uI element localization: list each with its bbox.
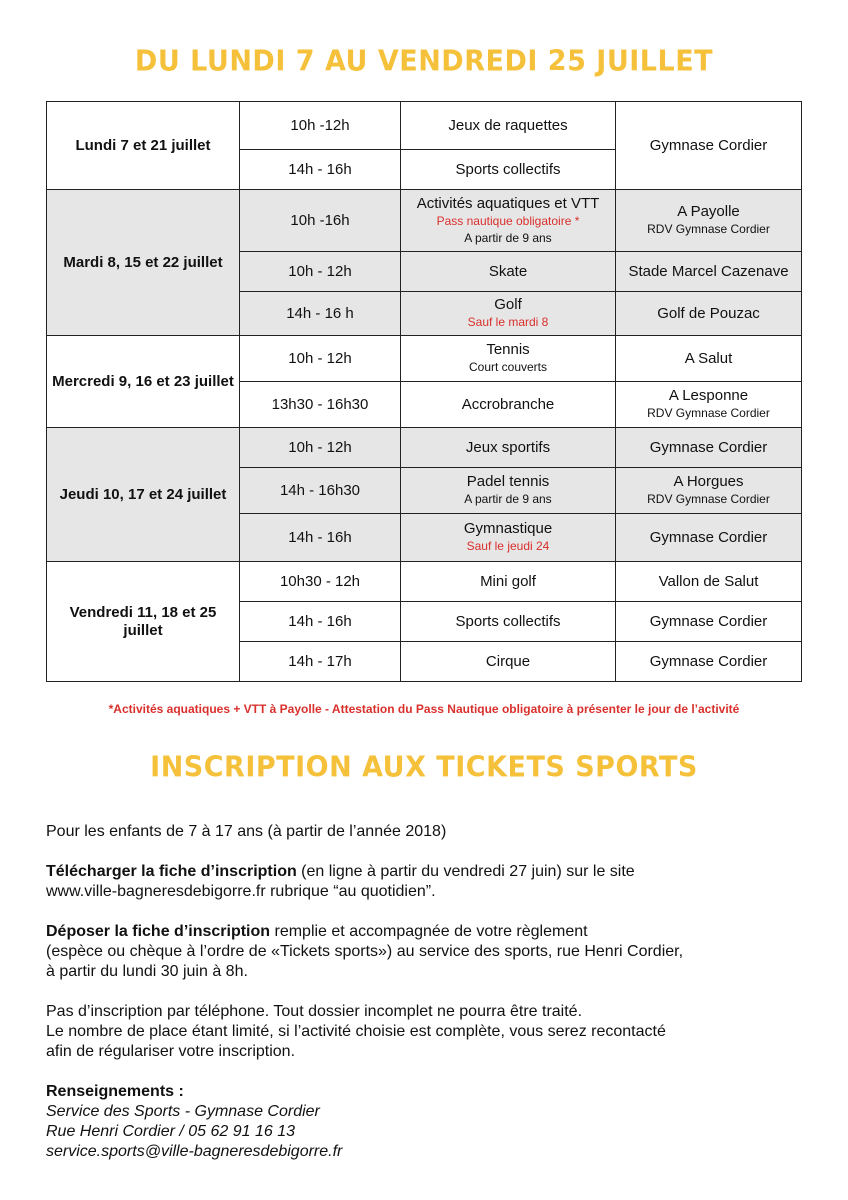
place-cell — [616, 428, 802, 468]
activity-name: Cirque — [485, 652, 531, 670]
age-line: Pour les enfants de 7 à 17 ans (à partir de l’année 2018) — [46, 823, 447, 840]
contact-line1: Service des Sports - Gymnase Cordier — [46, 1103, 320, 1120]
time-cell: 14h - 17h — [240, 642, 401, 682]
time-cell: 10h -16h — [240, 190, 401, 252]
place-name: Vallon de Salut — [658, 572, 759, 590]
place-note: RDV Gymnase Cordier — [647, 406, 770, 421]
place-cell — [616, 562, 802, 602]
day-cell: Vendredi 11, 18 et 25 juillet — [47, 562, 240, 682]
schedule-table — [46, 101, 802, 682]
time-cell: 14h - 16 h — [240, 292, 401, 336]
place-cell — [616, 642, 802, 682]
place-name: A Horgues — [673, 473, 744, 491]
activity-cell — [401, 602, 616, 642]
place-note: RDV Gymnase Cordier — [647, 222, 770, 237]
time-cell: 14h - 16h — [240, 602, 401, 642]
table-row — [47, 190, 802, 252]
download-rest: (en ligne à partir du vendredi 27 juin) sur le site — [296, 863, 635, 880]
activity-name: Mini golf — [480, 572, 536, 590]
activity-name: Accrobranche — [461, 395, 555, 413]
place-name: A Lesponne — [668, 387, 749, 405]
download-paragraph — [46, 862, 806, 902]
footnote: *Activités aquatiques + VTT à Payolle - Attestation du Pass Nautique obligatoire à présenter le jour de l’activité — [108, 702, 740, 716]
activity-cell — [401, 642, 616, 682]
activity-cell — [401, 468, 616, 514]
place-cell — [616, 190, 802, 252]
time-cell: 14h - 16h — [240, 150, 401, 190]
activity-name: Gymnastique — [463, 520, 553, 538]
time-cell: 10h30 - 12h — [240, 562, 401, 602]
deposit-bold: Déposer la fiche d’inscription — [46, 923, 271, 940]
time-cell: 10h -12h — [240, 102, 401, 150]
time-cell: 13h30 - 16h30 — [240, 382, 401, 428]
place-cell — [616, 382, 802, 428]
activity-name: Sports collectifs — [455, 612, 561, 630]
place-cell — [616, 336, 802, 382]
phone-line3: afin de régulariser votre inscription. — [46, 1043, 296, 1060]
inscription-title: INSCRIPTION AUX TICKETS SPORTS — [150, 751, 698, 784]
deposit-paragraph — [46, 922, 806, 982]
activity-name: Golf — [494, 296, 522, 314]
place-cell — [616, 102, 802, 190]
activity-cell — [401, 190, 616, 252]
phone-paragraph — [46, 1002, 806, 1062]
activity-cell — [401, 514, 616, 562]
table-row — [47, 562, 802, 602]
activity-note: A partir de 9 ans — [464, 230, 552, 245]
phone-line1: Pas d’inscription par téléphone. Tout dossier incomplet ne pourra être traité. — [46, 1003, 583, 1020]
place-name: Stade Marcel Cazenave — [628, 262, 789, 280]
activity-cell — [401, 252, 616, 292]
activity-name: Jeux sportifs — [465, 438, 551, 456]
place-cell — [616, 252, 802, 292]
time-cell: 14h - 16h — [240, 514, 401, 562]
download-line2: www.ville-bagneresdebigorre.fr rubrique “au quotidien”. — [46, 883, 436, 900]
activity-note: A partir de 9 ans — [464, 492, 552, 507]
place-cell — [616, 602, 802, 642]
activity-note: Court couverts — [468, 360, 548, 375]
place-cell — [616, 468, 802, 514]
download-bold: Télécharger la fiche d’inscription — [46, 863, 297, 880]
contact-heading: Renseignements : — [46, 1083, 184, 1100]
place-cell — [616, 292, 802, 336]
table-row — [47, 102, 802, 150]
activity-cell — [401, 428, 616, 468]
activity-cell — [401, 382, 616, 428]
place-name: A Payolle — [677, 203, 740, 221]
activity-note: Sauf le jeudi 24 — [466, 539, 550, 554]
place-name: Gymnase Cordier — [649, 136, 768, 154]
activity-cell — [401, 336, 616, 382]
place-note: RDV Gymnase Cordier — [647, 492, 770, 507]
activity-cell — [401, 562, 616, 602]
activity-name: Sports collectifs — [455, 160, 561, 178]
page-title: DU LUNDI 7 AU VENDREDI 25 JUILLET — [134, 45, 714, 78]
contact-email: service.sports@ville-bagneresdebigorre.fr — [46, 1143, 343, 1160]
table-row — [47, 428, 802, 468]
time-cell: 14h - 16h30 — [240, 468, 401, 514]
day-cell: Jeudi 10, 17 et 24 juillet — [47, 428, 240, 562]
inscription-info — [46, 822, 806, 1182]
place-name: Gymnase Cordier — [649, 438, 768, 456]
place-name: Gymnase Cordier — [649, 612, 768, 630]
day-cell: Lundi 7 et 21 juillet — [47, 102, 240, 190]
place-name: Gymnase Cordier — [649, 528, 768, 546]
day-cell: Mardi 8, 15 et 22 juillet — [47, 190, 240, 336]
time-cell: 10h - 12h — [240, 336, 401, 382]
activity-note: Pass nautique obligatoire * — [436, 214, 580, 229]
day-cell: Mercredi 9, 16 et 23 juillet — [47, 336, 240, 428]
deposit-rest: remplie et accompagnée de votre règlement — [270, 923, 588, 940]
activity-cell — [401, 150, 616, 190]
contact-block — [46, 1082, 806, 1162]
activity-name: Jeux de raquettes — [448, 116, 568, 134]
place-name: Gymnase Cordier — [649, 652, 768, 670]
activity-cell — [401, 292, 616, 336]
deposit-line2: (espèce ou chèque à l’ordre de «Tickets sports») au service des sports, rue Henri Cordier, — [46, 943, 684, 960]
place-name: A Salut — [684, 349, 733, 367]
time-cell: 10h - 12h — [240, 428, 401, 468]
activity-name: Tennis — [486, 341, 530, 359]
activity-name: Skate — [488, 262, 528, 280]
place-name: Golf de Pouzac — [657, 304, 760, 322]
activity-name: Activités aquatiques et VTT — [416, 195, 600, 213]
table-row — [47, 336, 802, 382]
place-cell — [616, 514, 802, 562]
contact-line2: Rue Henri Cordier / 05 62 91 16 13 — [46, 1123, 296, 1140]
activity-note: Sauf le mardi 8 — [467, 315, 549, 330]
activity-name: Padel tennis — [466, 473, 550, 491]
schedule-body — [47, 102, 802, 682]
phone-line2: Le nombre de place étant limité, si l’activité choisie est complète, vous serez recontacté — [46, 1023, 666, 1040]
activity-cell — [401, 102, 616, 150]
deposit-line3: à partir du lundi 30 juin à 8h. — [46, 963, 248, 980]
time-cell: 10h - 12h — [240, 252, 401, 292]
